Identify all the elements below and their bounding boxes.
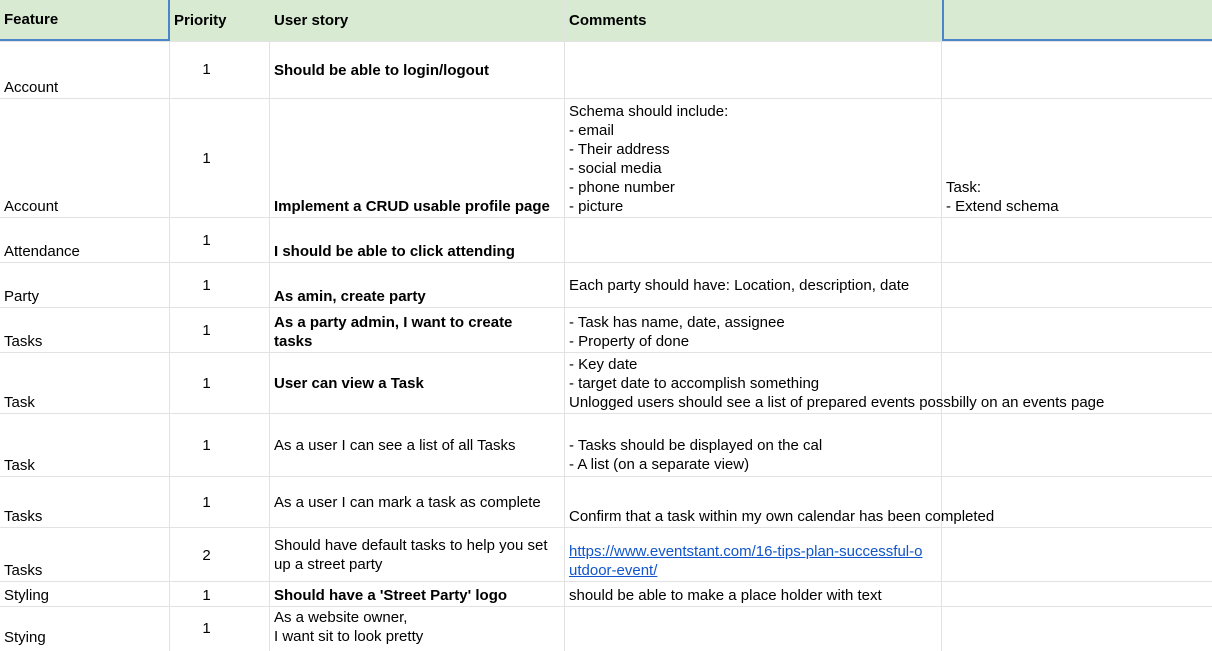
feature-text: Task [4,457,35,474]
table-row [0,353,1212,414]
table-row [0,99,1212,218]
feature-cell[interactable] [0,582,170,606]
story-cell[interactable] [270,528,565,581]
priority-cell[interactable] [170,607,270,651]
comment-line: - Property of done [569,333,690,350]
comments-cell[interactable] [565,99,942,217]
story-cell[interactable] [270,218,565,262]
story-text: As a user I can see a list of all Tasks [274,437,516,454]
table-row [0,582,1212,607]
table-row [0,528,1212,582]
story-cell[interactable] [270,263,565,307]
extra-cell[interactable] [942,607,1212,651]
priority-cell[interactable] [170,42,270,98]
comment-line: - Their address [569,141,670,158]
comments-cell[interactable] [565,607,942,651]
story-text: As amin, create party [274,288,426,305]
feature-text: Tasks [4,333,43,350]
table-row [0,42,1212,99]
comments-cell[interactable] [565,477,995,527]
table-row [0,414,1212,477]
table-row [0,308,1212,353]
feature-text: Task [4,394,35,411]
feature-text: Account [4,79,59,96]
comments-cell[interactable] [565,582,942,606]
extra-cell[interactable] [942,414,1212,476]
comment-line: - Tasks should be displayed on the cal [569,437,823,454]
extra-line: Task: [946,179,982,196]
feature-text: Party [4,288,40,305]
extra-cell[interactable] [942,582,1212,606]
comment-line: - target date to accomplish something [569,375,820,392]
story-cell[interactable] [270,607,565,651]
story-text: up a street party [274,556,383,573]
comment-line: - A list (on a separate view) [569,456,750,473]
comments-cell[interactable] [565,528,942,581]
feature-cell[interactable] [0,414,170,476]
extra-cell[interactable] [942,42,1212,98]
table-row [0,477,1212,528]
comments-cell[interactable] [565,308,942,352]
priority-cell[interactable] [170,582,270,606]
feature-cell[interactable] [0,607,170,651]
comment-link[interactable]: https://www.eventstant.com/16-tips-plan-successful-o [569,543,923,560]
story-cell[interactable] [270,414,565,476]
comment-line: - email [569,122,615,139]
comments-cell[interactable] [565,414,942,476]
comment-line: - Task has name, date, assignee [569,314,785,331]
priority-text: 1 [202,437,211,454]
priority-text: 1 [202,375,211,392]
feature-text: Account [4,198,59,215]
extra-cell[interactable] [942,99,1212,217]
priority-text: 1 [202,587,211,604]
header-row [0,0,1212,42]
story-cell[interactable] [270,582,565,606]
table-row [0,607,1212,651]
header-user-story[interactable]: User story [270,0,565,41]
story-text: I should be able to click attending [274,243,515,260]
priority-cell[interactable] [170,477,270,527]
feature-cell[interactable] [0,263,170,307]
feature-cell[interactable] [0,42,170,98]
priority-text: 1 [202,232,211,249]
feature-text: Tasks [4,508,43,525]
extra-cell[interactable] [942,353,1212,413]
priority-cell[interactable] [170,308,270,352]
story-text: As a user I can mark a task as complete [274,494,541,511]
header-feature[interactable]: Feature [0,0,170,41]
story-cell[interactable] [270,353,565,413]
story-cell[interactable] [270,99,565,217]
story-text: As a website owner, [274,609,408,626]
story-cell[interactable] [270,477,565,527]
feature-cell[interactable] [0,308,170,352]
table-row [0,263,1212,308]
priority-text: 1 [202,61,211,78]
comment-line: - phone number [569,179,675,196]
comment-line: - social media [569,160,662,177]
priority-text: 2 [202,547,211,564]
priority-cell[interactable] [170,99,270,217]
extra-cell[interactable] [942,263,1212,307]
story-text: tasks [274,333,313,350]
feature-cell[interactable] [0,218,170,262]
comment-line: - Key date [569,356,638,373]
comments-cell[interactable] [565,353,1105,413]
header-extra[interactable] [942,0,1212,41]
extra-cell[interactable] [942,528,1212,581]
comments-cell[interactable] [565,218,942,262]
story-cell[interactable] [270,42,565,98]
comment-line: Unlogged users should see a list of prepared events possbilly on an events page [569,394,1105,411]
priority-text: 1 [202,150,211,167]
feature-text: Styling [4,587,50,604]
comment-link[interactable]: utdoor-event/ [569,562,658,579]
priority-text: 1 [202,494,211,511]
priority-cell[interactable] [170,528,270,581]
story-text: User can view a Task [274,375,424,392]
story-text: Should have default tasks to help you set [274,537,548,554]
feature-cell[interactable] [0,99,170,217]
priority-cell[interactable] [170,414,270,476]
extra-cell[interactable] [942,477,1212,527]
story-text: Should have a 'Street Party' logo [274,587,508,604]
comments-cell[interactable] [565,42,942,98]
extra-line: - Extend schema [946,198,1059,215]
story-text: Implement a CRUD usable profile page [274,198,550,215]
feature-text: Stying [4,629,46,646]
comment-line: Each party should have: Location, description, date [569,277,910,294]
comments-cell[interactable] [565,263,942,307]
comment-line: Schema should include: [569,103,729,120]
story-text: I want sit to look pretty [274,628,424,645]
feature-cell[interactable] [0,477,170,527]
feature-cell[interactable] [0,353,170,413]
priority-text: 1 [202,620,211,637]
story-cell[interactable] [270,308,565,352]
comment-line: should be able to make a place holder with text [569,587,882,604]
header-comments[interactable]: Comments [565,0,942,41]
feature-text: Tasks [4,562,43,579]
priority-cell[interactable] [170,263,270,307]
extra-cell[interactable] [942,308,1212,352]
comment-line: Confirm that a task within my own calendar has been completed [569,508,995,525]
comment-line: - picture [569,198,624,215]
priority-cell[interactable] [170,218,270,262]
story-text: As a party admin, I want to create [274,314,513,331]
feature-text: Attendance [4,243,80,260]
priority-text: 1 [202,322,211,339]
priority-text: 1 [202,277,211,294]
extra-cell[interactable] [942,218,1212,262]
story-text: Should be able to login/logout [274,62,489,79]
header-priority[interactable]: Priority [170,0,270,41]
priority-cell[interactable] [170,353,270,413]
feature-cell[interactable] [0,528,170,581]
table-row [0,218,1212,263]
